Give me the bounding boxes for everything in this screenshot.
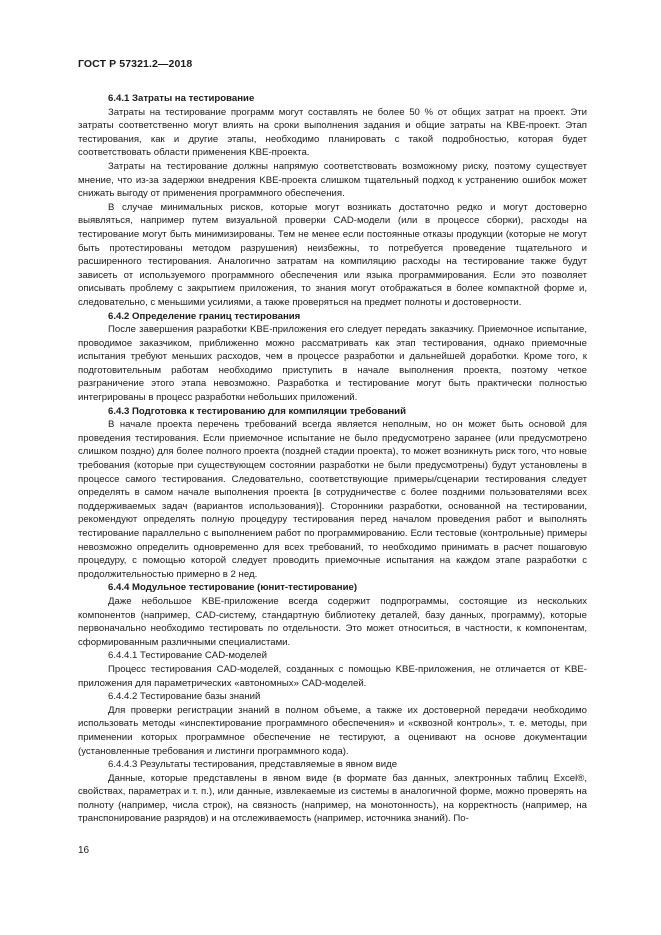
section-heading: 6.4.1 Затраты на тестирование (108, 93, 255, 104)
paragraph: Процесс тестирования CAD-моделей, созданных с помощью KBE-приложения, не отличается от KBE-приложения для параметрических «автономных» CAD-моделей. (78, 663, 587, 689)
section-heading: 6.4.4 Модульное тестирование (юнит-тестирование) (108, 582, 358, 594)
subsection-heading: 6.4.4.1 Тестирование CAD-моделей (108, 650, 267, 662)
paragraph: После завершения разработки KBE-приложения его следует передать заказчику. Приемочное испытание, проводимое заказчиком, приближенно можно рассматривать как этап тестирования, однако приемочные испытания требуют меньших расходов, чем в процессе разработки и дальнейшей доработки. Кроме того, к подготовительным работам необходимо приступить в начале выполнения проекта, поэтому четкое разграничение этого этапа невозможно. Разработка и тестирование могут быть практически полностью интегрированы в процесс разработки небольших приложений. (78, 324, 587, 404)
paragraph: Затраты на тестирование должны напрямую соответствовать возможному риску, поэтому существует мнение, что из-за задержки внедрения KBE-проекта слишком тщательный подход к устранению ошибок может снижать выгоду от применения программного обеспечения. (78, 160, 587, 200)
paragraph: Для проверки регистрации знаний в полном объеме, а также их достоверной передачи необходимо использовать методы «инспектирование программного обеспечения» и «сквозной контроль», т. е. методы, при применении которых программное обеспечение не тестируют, а оценивают на основе документации (установленные требования и листинги программного кода). (78, 704, 587, 757)
paragraph: Даже небольшое KBE-приложение всегда содержит подпрограммы, состоящие из нескольких компонентов (например, CAD-систему, стандартную библиотеку деталей, базу данных, программу), которые первоначально необходимо тестировать по отдельности. Это может относиться, в частности, к компонентам, сформированным различными специалистами. (78, 595, 587, 648)
section-heading: 6.4.3 Подготовка к тестированию для компиляции требований (108, 405, 406, 417)
page-number: 16 (78, 845, 90, 856)
subsection-heading: 6.4.4.2 Тестирование базы знаний (108, 691, 261, 703)
paragraph: Данные, которые представлены в явном виде (в формате баз данных, электронных таблиц Excel®, свойствах, параметрах и т. п.), или данные, извлекаемые из системы в аналогичной форме, можно проверять на полноту (например, числа строк), на связность (например, на монотонность), на корректность (например, на транспонирование разрядов) и на отслеживаемость (например, источника знаний). По- (78, 772, 587, 825)
document-header: ГОСТ Р 57321.2—2018 (78, 58, 193, 70)
paragraph: В начале проекта перечень требований всегда является неполным, но он может быть основой для проведения тестирования. Если приемочное испытание не было предусмотрено заранее (или предусмотрено слишком поздно) для более полного проекта (поздней стадии проекта), то может возникнуть риск того, что новые требования (которые при существующем состоянии разработки не были предусмотрены) будут установлены в процессе самого тестирования. Следовательно, соответствующие примеры/сценарии тестирования следует определять в самом начале выполнения проекта [в сотрудничестве с более поздними пользователями всех поддерживаемых задач (вариантов использования)]. Сторонники разработки, основанной на тестировании, рекомендуют определять полную процедуру тестирования перед началом проведения работ и выполнять тестирование параллельно с выполнением работ по программированию. Если тестовые (контрольные) примеры невозможно определить одновременно для всех требований, то необходимо принимать в расчет пошаговую процедуру, с помощью которой следует проводить приемочные испытания на каждом этапе разработки с продолжительностью примерно в 2 нед. (78, 419, 587, 580)
paragraph: В случае минимальных рисков, которые могут возникать достаточно редко и могут достоверно выявляться, например путем визуальной проверки CAD-модели (или в процессе сборки), расходы на тестирование могут быть минимизированы. Тем не менее если постоянные отказы продукции (которые не могут быть протестированы методом разрушения) неизбежны, то потребуется проведение тщательного и расширенного тестирования. Аналогично затратам на компиляцию расходы на тестирование также будут зависеть от используемого программного обеспечения или языка программирования. Если это позволяет описывать проблему с закрытием приложения, то знания могут отображаться в более компактной форме и, следовательно, с меньшими усилиями, а также проверяться на предмет полноты и достоверности. (78, 201, 587, 308)
document-body (78, 92, 587, 826)
paragraph: Затраты на тестирование программ могут составлять не более 50 % от общих затрат на проект. Эти затраты соответственно могут влиять на сроки выполнения задания и общие затраты на KBE-проект. Этап тестирования, как и другие этапы, необходимо планировать с такой подробностью, которая будет соответствовать области применения KBE-проекта. (78, 106, 587, 159)
subsection-heading: 6.4.4.3 Результаты тестирования, представляемые в явном виде (108, 759, 398, 771)
section-heading: 6.4.2 Определение границ тестирования (108, 310, 301, 322)
